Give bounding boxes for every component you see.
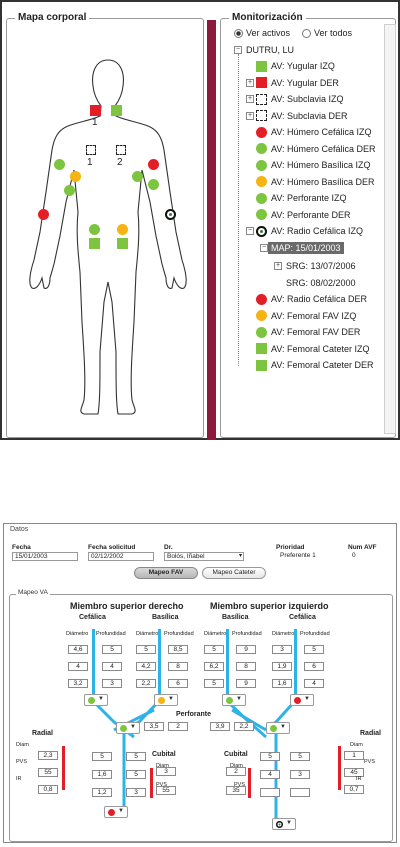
- ring-circle-icon: [256, 226, 267, 237]
- femoral-cateter-izq-marker[interactable]: [117, 238, 128, 249]
- msi-basilica-profundidad[interactable]: 9: [236, 679, 256, 688]
- num-avf-value: 0: [352, 552, 356, 559]
- msi-radial-label: Radial: [360, 730, 382, 737]
- tree-collapse-icon[interactable]: −: [235, 46, 241, 53]
- col-profundidad: Profundidad: [96, 631, 126, 637]
- msd-radial-diametro[interactable]: 1,2: [92, 788, 112, 797]
- msi-cefalica-diametro[interactable]: 3: [272, 645, 292, 654]
- chevron-down-icon: ▼: [130, 724, 136, 730]
- tree-connector: [238, 54, 239, 366]
- tree-item[interactable]: [256, 124, 372, 140]
- body-map-legend: Mapa corporal: [15, 12, 89, 23]
- femoral-fav-izq-marker[interactable]: [117, 224, 128, 235]
- radio-ver-activos[interactable]: [234, 28, 290, 38]
- msd-basilica-profundidad[interactable]: 6: [168, 679, 188, 688]
- msd-basilica-profundidad[interactable]: 8: [168, 662, 188, 671]
- msd-basilica-status-select[interactable]: [154, 694, 178, 706]
- msd-cubital-label: Cubital: [152, 751, 176, 758]
- perforante-label: Perforante: [176, 711, 212, 718]
- green-circle-icon: [256, 143, 267, 154]
- yellow-circle-icon: [256, 310, 267, 321]
- marker-number: 1: [92, 117, 98, 128]
- msd-cefalica-status-select[interactable]: [84, 694, 108, 706]
- msd-radial-label: Radial: [32, 730, 54, 737]
- vessel-connectors: [4, 524, 398, 844]
- msd-perforante-diametro[interactable]: 3,5: [144, 722, 164, 731]
- tree-item-label: AV: Húmero Cefálica DER: [271, 143, 376, 154]
- msd-radial-profundidad[interactable]: 3: [126, 788, 146, 797]
- femoral-cateter-der-marker[interactable]: [89, 238, 100, 249]
- col-profundidad: Profundidad: [232, 631, 262, 637]
- status-green-dot: [120, 725, 127, 732]
- msd-radial-bar: [62, 746, 65, 790]
- msd-radial-pvs-label: PVS: [16, 759, 28, 765]
- fecha-label: Fecha: [12, 544, 31, 551]
- msd-basilica-diametro[interactable]: 5: [136, 645, 156, 654]
- msd-radial-profundidad[interactable]: 5: [126, 770, 146, 779]
- tree-item[interactable]: [256, 108, 348, 124]
- status-red-dot: [294, 697, 301, 704]
- map-item-label: MAP: 15/01/2003: [268, 242, 344, 254]
- tree-item[interactable]: [256, 207, 351, 223]
- tree-item[interactable]: [256, 341, 370, 357]
- chevron-down-icon: ▾: [238, 553, 242, 559]
- msd-perforante-status-select[interactable]: [116, 722, 140, 734]
- fecha-input[interactable]: 15/01/2003: [12, 552, 78, 561]
- msi-basilica-diametro[interactable]: 6,2: [204, 662, 224, 671]
- msd-cefalica-diametro[interactable]: 4,6: [68, 645, 88, 654]
- msd-basilica-label: Basílica: [152, 614, 179, 621]
- msd-cefalica-profundidad[interactable]: 5: [102, 645, 122, 654]
- msi-cubital-diametro[interactable]: 4: [260, 770, 280, 779]
- status-red-dot: [108, 809, 115, 816]
- tab-mapeo-cateter[interactable]: Mapeo Cateter: [202, 567, 266, 579]
- fecha-solicitud-label: Fecha solicitud: [88, 544, 136, 551]
- msi-perforante-profundidad[interactable]: 2,2: [234, 722, 254, 731]
- radio-cefalica-der-marker[interactable]: [38, 209, 49, 220]
- msd-basilica-diametro[interactable]: 4,2: [136, 662, 156, 671]
- tree-item-label: AV: Subclavia IZQ: [271, 94, 344, 104]
- msd-cefalica-diametro[interactable]: 4: [68, 662, 88, 671]
- panel-divider[interactable]: [207, 20, 216, 440]
- status-green-dot: [88, 697, 95, 704]
- tree-item-label: AV: Femoral FAV DER: [271, 327, 361, 337]
- tree-item[interactable]: [256, 190, 347, 206]
- col-diametro: Diámetro: [136, 631, 159, 637]
- msi-cubital-value[interactable]: 2: [226, 767, 246, 776]
- tree-item-label: AV: Femoral Cateter DER: [271, 360, 374, 370]
- msi-cubital-diametro[interactable]: 5: [260, 752, 280, 761]
- radio-unchecked-icon: [302, 29, 311, 38]
- tree-item-label: AV: Radio Cefálica DER: [271, 294, 368, 304]
- tree-item[interactable]: [256, 324, 360, 340]
- msd-perforante-profundidad[interactable]: 2: [168, 722, 188, 731]
- msi-cefalica-profundidad[interactable]: 6: [304, 662, 324, 671]
- msi-radial-value[interactable]: 45: [344, 768, 364, 777]
- radio-cefalica-izq-marker[interactable]: [165, 209, 176, 220]
- col-diametro: Diámetro: [66, 631, 89, 637]
- humero-basilica-izq-marker[interactable]: [132, 171, 143, 182]
- tree-item[interactable]: [256, 223, 363, 239]
- srg-label: SRG: 13/07/2006: [286, 261, 356, 271]
- prioridad-label: Prioridad: [276, 544, 305, 551]
- perforante-der-marker[interactable]: [64, 185, 75, 196]
- tree-item[interactable]: [256, 157, 371, 173]
- msi-cubital-pvs-label: PVS: [234, 782, 246, 788]
- tree-collapse-icon[interactable]: −: [261, 243, 267, 251]
- dashed-square-icon: [256, 94, 267, 105]
- col-diametro: Diámetro: [272, 631, 295, 637]
- msd-radial-value[interactable]: 2,3: [38, 751, 58, 760]
- msi-cefalica-profundidad[interactable]: 5: [304, 645, 324, 654]
- num-avf-label: Num AVF: [348, 544, 377, 551]
- tree-expand-icon[interactable]: +: [247, 111, 253, 119]
- tree-item-label: AV: Húmero Basílica DER: [271, 176, 375, 187]
- fecha-solicitud-input[interactable]: 02/12/2002: [88, 552, 154, 561]
- msd-cefalica-label: Cefálica: [79, 614, 106, 621]
- status-green-dot: [226, 697, 233, 704]
- body-silhouette: [22, 52, 194, 422]
- msd-cubital-diam-label: Diam: [156, 763, 169, 769]
- msd-radial-diam-label: Diam: [16, 742, 29, 748]
- msd-cubital-value[interactable]: 55: [156, 786, 176, 795]
- perforante-izq-marker[interactable]: [148, 179, 159, 190]
- tree-item[interactable]: [256, 174, 375, 190]
- chevron-down-icon: ▼: [168, 696, 174, 702]
- mapeo-va-legend: Mapeo VA: [18, 589, 48, 596]
- msd-cefalica-profundidad[interactable]: 4: [102, 662, 122, 671]
- yellow-circle-icon: [256, 176, 267, 187]
- monitor-legend: Monitorización: [229, 12, 306, 23]
- datos-legend: Datos: [10, 526, 29, 533]
- msd-radial-ir-label: IR: [16, 776, 22, 782]
- msi-radial-value[interactable]: 1: [344, 751, 364, 760]
- prioridad-value: Preferente 1: [280, 552, 316, 559]
- green-square-icon: [256, 61, 267, 72]
- radio-label: Ver todos: [314, 28, 353, 38]
- msi-radial-diam-label: Diam: [350, 742, 363, 748]
- msi-basilica-profundidad[interactable]: 9: [236, 645, 256, 654]
- msi-radial-pvs-label: PVS: [364, 759, 376, 765]
- msd-cefalica-diametro[interactable]: 3,2: [68, 679, 88, 688]
- msi-cubital-label: Cubital: [224, 751, 248, 758]
- doctor-value: Bolós, Iñabel: [167, 553, 205, 560]
- msd-cefalica-profundidad[interactable]: 3: [102, 679, 122, 688]
- msi-cefalica-diametro[interactable]: 1,9: [272, 662, 292, 671]
- tree-item-label: AV: Radio Cefálica IZQ: [271, 226, 364, 236]
- tree-item-srg[interactable]: [286, 275, 356, 291]
- msd-cubital-bar: [150, 768, 153, 798]
- msi-cubital-profundidad[interactable]: 5: [290, 752, 310, 761]
- tree-item[interactable]: [256, 91, 344, 107]
- radio-label: Ver activos: [246, 28, 291, 38]
- chevron-down-icon: ▼: [286, 820, 292, 826]
- col-profundidad: Profundidad: [164, 631, 194, 637]
- tree-expand-icon[interactable]: +: [275, 262, 281, 269]
- tree-item-label: AV: Yugular IZQ: [271, 61, 335, 71]
- msd-radial-value[interactable]: 0,8: [38, 785, 58, 794]
- msi-cubital-diametro[interactable]: [260, 788, 280, 797]
- green-circle-icon: [256, 327, 267, 338]
- chevron-down-icon: ▼: [236, 696, 242, 702]
- tree-item[interactable]: [256, 141, 376, 157]
- msd-cubital-pvs-label: PVS: [156, 782, 168, 788]
- srg-label: SRG: 08/02/2000: [286, 277, 356, 288]
- radio-checked-icon: [234, 29, 243, 38]
- msi-basilica-label: Basílica: [222, 614, 249, 621]
- tree-item-label: AV: Femoral Cateter IZQ: [271, 343, 370, 354]
- radio-ver-todos[interactable]: [302, 28, 352, 38]
- msd-radial-diametro[interactable]: 1,6: [92, 770, 112, 779]
- subclavia-marker[interactable]: [86, 145, 96, 155]
- msi-cubital-value[interactable]: 35: [226, 786, 246, 795]
- marker-number: 2: [117, 157, 123, 168]
- msd-radial-status-select[interactable]: [104, 806, 128, 818]
- msi-radial-ir-label: IR: [356, 776, 362, 782]
- chevron-down-icon: ▼: [118, 808, 124, 814]
- msi-title: Miembro superior izquierdo: [210, 601, 329, 611]
- humero-basilica-der-marker[interactable]: [70, 171, 81, 182]
- femoral-fav-der-marker[interactable]: [89, 224, 100, 235]
- msi-perforante-status-select[interactable]: [266, 722, 290, 734]
- tab-mapeo-fav[interactable]: Mapeo FAV: [134, 567, 198, 579]
- tree-item[interactable]: [256, 291, 367, 307]
- subclavia-marker[interactable]: [116, 145, 126, 155]
- msi-cefalica-profundidad[interactable]: 4: [304, 679, 324, 688]
- msd-title: Miembro superior derecho: [70, 601, 184, 611]
- tree-item[interactable]: [256, 58, 335, 74]
- msi-cubital-diam-label: Diam: [230, 763, 243, 769]
- status-green-dot: [270, 725, 277, 732]
- msi-basilica-diametro[interactable]: 5: [204, 679, 224, 688]
- tree-expand-icon[interactable]: +: [247, 95, 253, 102]
- scrollbar[interactable]: [384, 24, 396, 434]
- msd-radial-diametro[interactable]: 5: [92, 752, 112, 761]
- tree-root[interactable]: DUTRU, LU: [246, 45, 295, 55]
- msd-basilica-diametro[interactable]: 2,2: [136, 679, 156, 688]
- green-square-icon: [256, 343, 267, 354]
- msi-radial-bar: [338, 746, 341, 790]
- green-square-icon: [256, 360, 267, 371]
- msd-radial-value[interactable]: 55: [38, 768, 58, 777]
- msi-cubital-profundidad[interactable]: 3: [290, 770, 310, 779]
- status-ring-dot: [276, 821, 283, 828]
- tree-item[interactable]: [256, 357, 374, 373]
- red-circle-icon: [256, 294, 267, 305]
- chevron-down-icon: ▼: [280, 724, 286, 730]
- tree-item-label: AV: Subclavia DER: [271, 110, 348, 121]
- msd-cubital-value[interactable]: 3: [156, 767, 176, 776]
- msd-radial-profundidad[interactable]: 5: [126, 752, 146, 761]
- col-diametro: Diámetro: [204, 631, 227, 637]
- msi-cefalica-label: Cefálica: [289, 614, 316, 621]
- chevron-down-icon: ▼: [304, 696, 310, 702]
- datos-panel: [3, 523, 397, 843]
- msi-cefalica-status-select[interactable]: [290, 694, 314, 706]
- yugular-izq-marker[interactable]: [111, 105, 122, 116]
- chevron-down-icon: ▼: [98, 696, 104, 702]
- msi-radial-value[interactable]: 0,7: [344, 785, 364, 794]
- tree-item-label: AV: Húmero Cefálica IZQ: [271, 127, 372, 137]
- red-square-icon: [256, 77, 267, 88]
- tree-item[interactable]: [256, 308, 356, 324]
- tree-item-label: AV: Femoral FAV IZQ: [271, 310, 357, 321]
- tree-item[interactable]: [256, 75, 339, 91]
- tree-item-map-selected[interactable]: [268, 240, 344, 256]
- tree-item-label: AV: Húmero Basílica IZQ: [271, 160, 371, 170]
- msi-perforante-diametro[interactable]: 3,9: [210, 722, 230, 731]
- status-yellow-dot: [158, 697, 165, 704]
- humero-cefalica-izq-marker[interactable]: [148, 159, 159, 170]
- marker-number: 1: [87, 157, 93, 168]
- green-circle-icon: [256, 209, 267, 220]
- tree-item-label: AV: Perforante IZQ: [271, 193, 347, 203]
- subclavia-der-marker[interactable]: [90, 105, 101, 116]
- green-circle-icon: [256, 193, 267, 204]
- dashed-square-icon: [256, 110, 267, 121]
- tree-expand-icon[interactable]: +: [247, 78, 253, 86]
- msi-cubital-bar: [248, 768, 251, 798]
- doctor-label: Dr.: [164, 544, 173, 551]
- msi-cubital-status-select[interactable]: [272, 818, 296, 830]
- col-profundidad: Profundidad: [300, 631, 330, 637]
- tree-item-srg[interactable]: [286, 258, 356, 274]
- msi-cubital-profundidad[interactable]: [290, 788, 310, 797]
- msi-basilica-profundidad[interactable]: 8: [236, 662, 256, 671]
- msi-basilica-status-select[interactable]: [222, 694, 246, 706]
- tree-item-label: AV: Yugular DER: [271, 77, 339, 88]
- msi-cefalica-diametro[interactable]: 1,6: [272, 679, 292, 688]
- humero-cefalica-der-marker[interactable]: [54, 159, 65, 170]
- tree-item-label: AV: Perforante DER: [271, 209, 351, 220]
- msi-basilica-diametro[interactable]: 5: [204, 645, 224, 654]
- green-circle-icon: [256, 160, 267, 171]
- tree-collapse-icon[interactable]: −: [247, 227, 253, 234]
- msd-basilica-profundidad[interactable]: 8,5: [168, 645, 188, 654]
- red-circle-icon: [256, 127, 267, 138]
